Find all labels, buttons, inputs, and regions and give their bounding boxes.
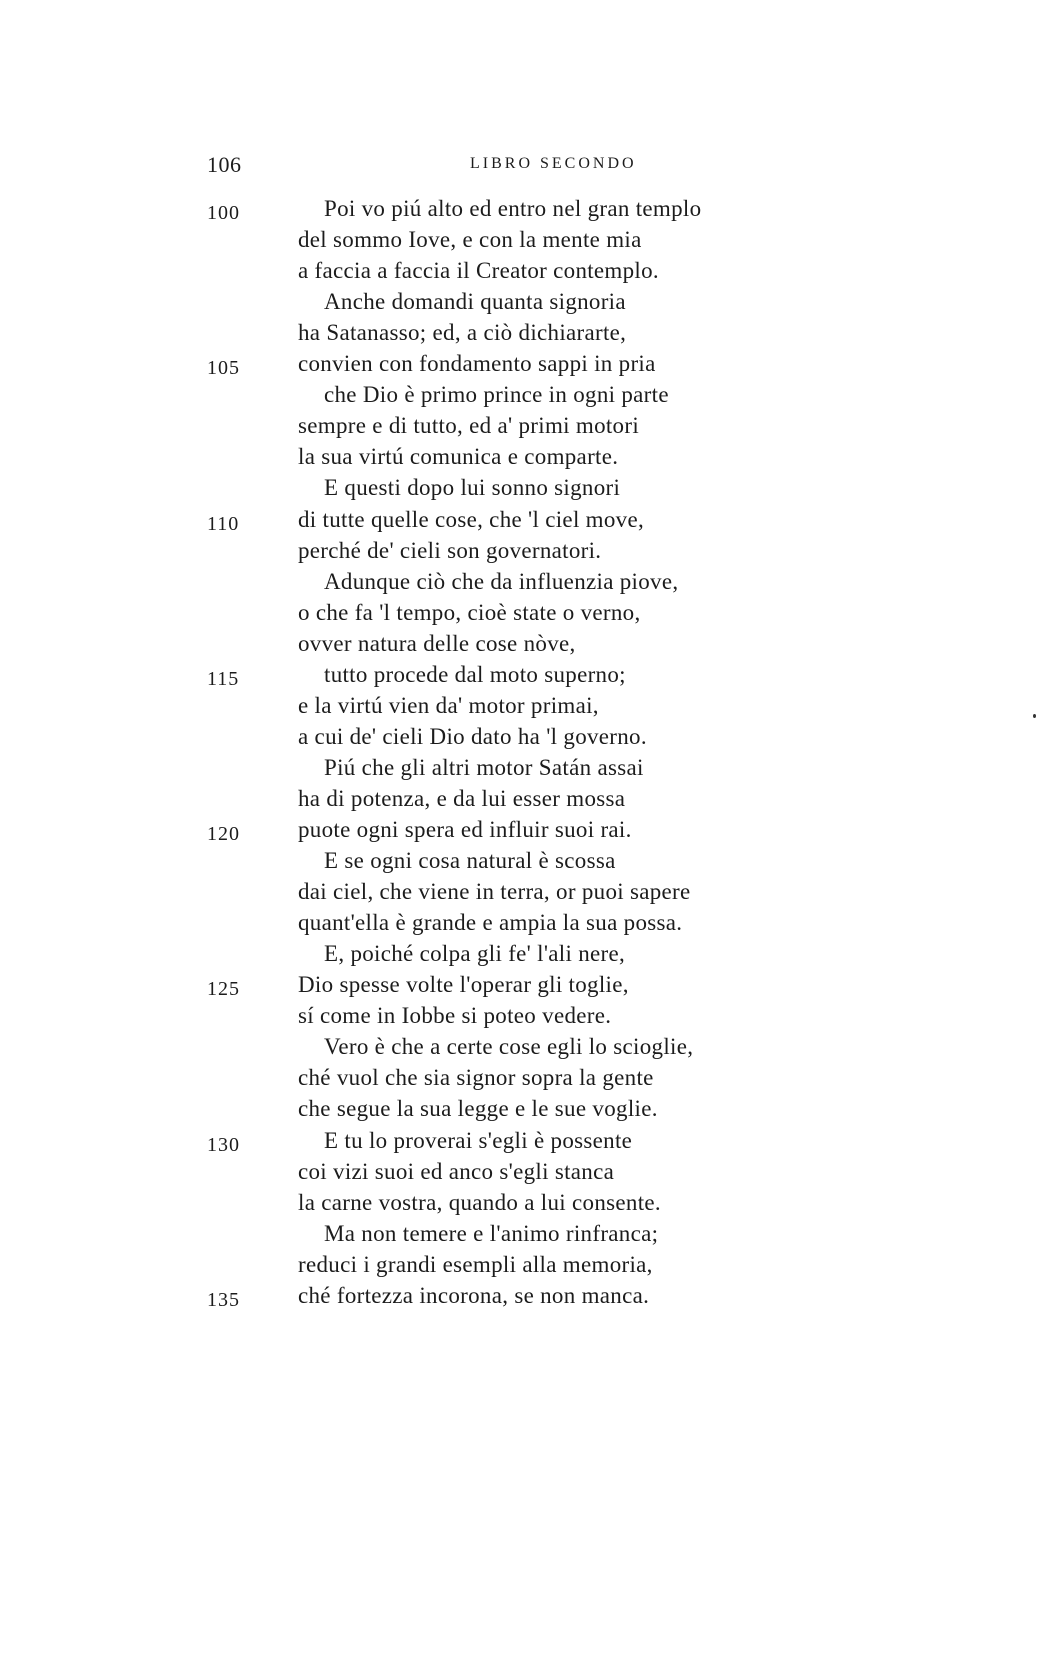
verse-line [0,817,1050,851]
verse-text: Dio spesse volte l'operar gli toglie, [298,972,629,998]
verse-text: che Dio è primo prince in ogni parte [324,382,669,408]
verse-text: E se ogni cosa natural è scossa [324,848,616,874]
verse-text: dai ciel, che viene in terra, or puoi sapere [298,879,691,905]
verse-text: ha di potenza, e da lui esser mossa [298,785,626,811]
verse-line [0,972,1050,1006]
verse-line [0,382,1050,416]
verse-line [0,662,1050,696]
verse-line [0,227,1050,261]
verse-text: la carne vostra, quando a lui consente. [298,1189,661,1215]
stray-mark [1033,714,1036,718]
line-number: 130 [207,1133,240,1156]
verse-text: a cui de' cieli Dio dato ha 'l governo. [298,723,647,749]
verse-line [0,413,1050,447]
verse-text: puote ogni spera ed influir suoi rai. [298,817,632,842]
verse-text: ha Satanasso; ed, a ciò dichiararte, [298,320,627,346]
verse-text: Piú che gli altri motor Satán assai [324,754,644,780]
verse-text: Adunque ciò che da influenzia piove, [324,568,679,594]
verse-line [0,258,1050,292]
verse-line [0,289,1050,323]
verse-text: E questi dopo lui sonno signori [324,475,621,501]
verse-text: che segue la sua legge e le sue voglie. [298,1096,658,1122]
line-number: 115 [207,667,240,690]
verse-text: E tu lo proverai s'egli è possente [324,1127,633,1153]
verse-text: Vero è che a certe cose egli lo scioglie, [324,1034,694,1060]
running-head: LIBRO SECONDO [470,155,637,172]
verse-line [0,1003,1050,1037]
verse-line [0,444,1050,478]
verse-text: tutto procede dal moto superno; [324,661,626,687]
verse-text: ovver natura delle cose nòve, [298,630,576,656]
verse-line [0,941,1050,975]
verse-line [0,1283,1050,1317]
verse-text: Poi vo piú alto ed entro nel gran templo [324,196,702,221]
verse-line [0,507,1050,541]
verse-line [0,1096,1050,1130]
verse-text: ché fortezza incorona, se non manca. [298,1282,650,1308]
verse-text: sí come in Iobbe si poteo vedere. [298,1003,612,1029]
verse-line [0,569,1050,603]
verse-line [0,1159,1050,1193]
verse-text: di tutte quelle cose, che 'l ciel move, [298,506,645,532]
verse-line [0,631,1050,665]
verse-text: quant'ella è grande e ampia la sua possa. [298,910,683,936]
verse-line [0,879,1050,913]
verse-line [0,1128,1050,1162]
verse-text: Anche domandi quanta signoria [324,289,626,315]
verse-text: coi vizi suoi ed anco s'egli stanca [298,1158,615,1184]
verse-line [0,1034,1050,1068]
line-number: 125 [207,978,240,1001]
verse-text: a faccia a faccia il Creator contemplo. [298,258,659,284]
verse-line [0,1065,1050,1099]
verse-text: reduci i grandi esempli alla memoria, [298,1251,653,1277]
verse-text: perché de' cieli son governatori. [298,537,602,563]
verse-line [0,848,1050,882]
verse-text: convien con fondamento sappi in pria [298,351,656,377]
line-number: 135 [207,1288,240,1311]
verse-line [0,910,1050,944]
verse-text: del sommo Iove, e con la mente mia [298,227,642,253]
line-number: 105 [207,357,240,380]
verse-text: e la virtú vien da' motor primai, [298,692,599,718]
verse-line [0,786,1050,820]
verse-line [0,755,1050,789]
line-number: 120 [207,823,240,845]
verse-text: la sua virtú comunica e comparte. [298,444,619,470]
verse-line [0,475,1050,509]
verse-line [0,320,1050,354]
verse-line [0,693,1050,727]
verse-text: sempre e di tutto, ed a' primi motori [298,413,640,439]
page-number: 106 [207,152,242,177]
verse-line [0,1190,1050,1224]
verse-line [0,600,1050,634]
line-number: 110 [207,512,240,535]
verse-text: Ma non temere e l'animo rinfranca; [324,1220,659,1246]
verse-line [0,1221,1050,1255]
verse-line [0,724,1050,758]
line-number: 100 [207,202,240,224]
verse-line [0,538,1050,572]
verse-text: o che fa 'l tempo, cioè state o verno, [298,599,641,625]
verse-line [0,351,1050,385]
verse-line [0,196,1050,230]
verse-line [0,1252,1050,1286]
verse-text: E, poiché colpa gli fe' l'ali nere, [324,941,626,967]
verse-text: ché vuol che sia signor sopra la gente [298,1065,654,1091]
